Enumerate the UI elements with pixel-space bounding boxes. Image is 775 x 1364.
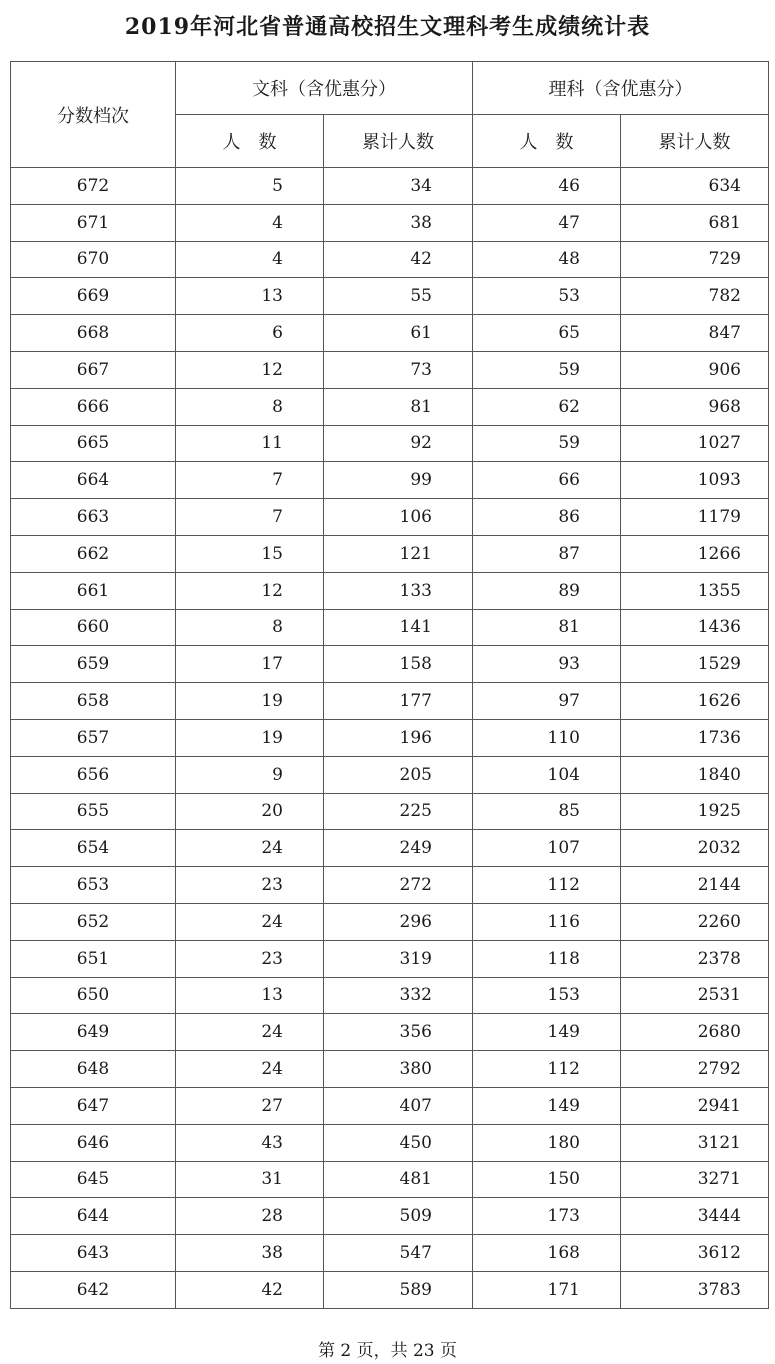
li-count-cell: 173 bbox=[473, 1198, 621, 1235]
li-count-cell: 65 bbox=[473, 315, 621, 352]
table-row bbox=[11, 204, 769, 241]
li-cumulative-cell: 3612 bbox=[621, 1235, 769, 1272]
table-row bbox=[11, 278, 769, 315]
wen-count-cell: 19 bbox=[176, 719, 324, 756]
li-count-cell: 150 bbox=[473, 1161, 621, 1198]
wen-count-cell: 6 bbox=[176, 315, 324, 352]
li-cumulative-cell: 2792 bbox=[621, 1051, 769, 1088]
li-cumulative-cell: 2378 bbox=[621, 940, 769, 977]
wen-count-cell: 24 bbox=[176, 903, 324, 940]
table-row bbox=[11, 1161, 769, 1198]
wen-count-cell: 24 bbox=[176, 1014, 324, 1051]
table-body bbox=[11, 168, 769, 1309]
table-row bbox=[11, 977, 769, 1014]
li-cumulative-cell: 1840 bbox=[621, 756, 769, 793]
wen-cumulative-cell: 547 bbox=[324, 1235, 473, 1272]
table-row bbox=[11, 1271, 769, 1308]
li-cumulative-cell: 1355 bbox=[621, 572, 769, 609]
score-cell: 658 bbox=[11, 683, 176, 720]
score-cell: 648 bbox=[11, 1051, 176, 1088]
table-row bbox=[11, 315, 769, 352]
li-count-cell: 89 bbox=[473, 572, 621, 609]
wen-cumulative-cell: 225 bbox=[324, 793, 473, 830]
wen-cumulative-cell: 106 bbox=[324, 499, 473, 536]
li-cumulative-cell: 2144 bbox=[621, 867, 769, 904]
li-cumulative-cell: 634 bbox=[621, 168, 769, 205]
wen-cumulative-cell: 73 bbox=[324, 351, 473, 388]
li-count-cell: 81 bbox=[473, 609, 621, 646]
wen-cumulative-cell: 196 bbox=[324, 719, 473, 756]
score-cell: 667 bbox=[11, 351, 176, 388]
li-count-cell: 59 bbox=[473, 351, 621, 388]
wen-cumulative-cell: 133 bbox=[324, 572, 473, 609]
score-cell: 652 bbox=[11, 903, 176, 940]
score-cell: 671 bbox=[11, 204, 176, 241]
wen-cumulative-cell: 177 bbox=[324, 683, 473, 720]
table-row bbox=[11, 609, 769, 646]
table-row bbox=[11, 1014, 769, 1051]
li-count-cell: 97 bbox=[473, 683, 621, 720]
li-cumulative-cell: 3783 bbox=[621, 1271, 769, 1308]
score-cell: 665 bbox=[11, 425, 176, 462]
score-cell: 644 bbox=[11, 1198, 176, 1235]
score-cell: 650 bbox=[11, 977, 176, 1014]
table-row bbox=[11, 1235, 769, 1272]
wen-cumulative-cell: 481 bbox=[324, 1161, 473, 1198]
table-row bbox=[11, 499, 769, 536]
wen-count-cell: 38 bbox=[176, 1235, 324, 1272]
wen-count-cell: 31 bbox=[176, 1161, 324, 1198]
wen-cumulative-cell: 450 bbox=[324, 1124, 473, 1161]
li-count-cell: 104 bbox=[473, 756, 621, 793]
li-cumulative-cell: 1436 bbox=[621, 609, 769, 646]
wen-count-cell: 43 bbox=[176, 1124, 324, 1161]
li-count-cell: 66 bbox=[473, 462, 621, 499]
wen-count-cell: 13 bbox=[176, 977, 324, 1014]
header-wen-count: 人 数 bbox=[176, 115, 324, 168]
score-cell: 659 bbox=[11, 646, 176, 683]
li-count-cell: 149 bbox=[473, 1014, 621, 1051]
score-cell: 645 bbox=[11, 1161, 176, 1198]
table-row bbox=[11, 867, 769, 904]
wen-count-cell: 20 bbox=[176, 793, 324, 830]
li-count-cell: 153 bbox=[473, 977, 621, 1014]
li-count-cell: 62 bbox=[473, 388, 621, 425]
li-cumulative-cell: 2941 bbox=[621, 1087, 769, 1124]
wen-cumulative-cell: 121 bbox=[324, 535, 473, 572]
wen-cumulative-cell: 589 bbox=[324, 1271, 473, 1308]
wen-cumulative-cell: 34 bbox=[324, 168, 473, 205]
wen-cumulative-cell: 509 bbox=[324, 1198, 473, 1235]
wen-cumulative-cell: 332 bbox=[324, 977, 473, 1014]
wen-cumulative-cell: 42 bbox=[324, 241, 473, 278]
score-cell: 653 bbox=[11, 867, 176, 904]
li-count-cell: 116 bbox=[473, 903, 621, 940]
li-cumulative-cell: 2680 bbox=[621, 1014, 769, 1051]
score-cell: 643 bbox=[11, 1235, 176, 1272]
score-cell: 649 bbox=[11, 1014, 176, 1051]
wen-count-cell: 12 bbox=[176, 572, 324, 609]
li-count-cell: 86 bbox=[473, 499, 621, 536]
wen-cumulative-cell: 319 bbox=[324, 940, 473, 977]
wen-count-cell: 12 bbox=[176, 351, 324, 388]
header-wen-cumulative: 累计人数 bbox=[324, 115, 473, 168]
table-row bbox=[11, 535, 769, 572]
wen-count-cell: 4 bbox=[176, 241, 324, 278]
score-cell: 656 bbox=[11, 756, 176, 793]
li-cumulative-cell: 1266 bbox=[621, 535, 769, 572]
wen-cumulative-cell: 141 bbox=[324, 609, 473, 646]
wen-count-cell: 13 bbox=[176, 278, 324, 315]
header-li-count: 人 数 bbox=[473, 115, 621, 168]
li-cumulative-cell: 729 bbox=[621, 241, 769, 278]
table-row bbox=[11, 719, 769, 756]
wen-cumulative-cell: 205 bbox=[324, 756, 473, 793]
wen-count-cell: 15 bbox=[176, 535, 324, 572]
table-row bbox=[11, 1087, 769, 1124]
score-cell: 654 bbox=[11, 830, 176, 867]
score-cell: 646 bbox=[11, 1124, 176, 1161]
score-cell: 660 bbox=[11, 609, 176, 646]
wen-cumulative-cell: 296 bbox=[324, 903, 473, 940]
wen-count-cell: 28 bbox=[176, 1198, 324, 1235]
wen-count-cell: 24 bbox=[176, 1051, 324, 1088]
table-row bbox=[11, 1198, 769, 1235]
header-li-cumulative: 累计人数 bbox=[621, 115, 769, 168]
wen-count-cell: 8 bbox=[176, 609, 324, 646]
wen-cumulative-cell: 99 bbox=[324, 462, 473, 499]
wen-cumulative-cell: 92 bbox=[324, 425, 473, 462]
header-li-group: 理科（含优惠分） bbox=[473, 62, 769, 115]
li-cumulative-cell: 3271 bbox=[621, 1161, 769, 1198]
li-cumulative-cell: 3121 bbox=[621, 1124, 769, 1161]
wen-cumulative-cell: 380 bbox=[324, 1051, 473, 1088]
wen-cumulative-cell: 55 bbox=[324, 278, 473, 315]
li-cumulative-cell: 1925 bbox=[621, 793, 769, 830]
table-row bbox=[11, 940, 769, 977]
li-count-cell: 112 bbox=[473, 1051, 621, 1088]
score-cell: 642 bbox=[11, 1271, 176, 1308]
wen-count-cell: 17 bbox=[176, 646, 324, 683]
table-row bbox=[11, 425, 769, 462]
li-count-cell: 112 bbox=[473, 867, 621, 904]
wen-count-cell: 7 bbox=[176, 499, 324, 536]
wen-count-cell: 11 bbox=[176, 425, 324, 462]
li-cumulative-cell: 1736 bbox=[621, 719, 769, 756]
li-count-cell: 47 bbox=[473, 204, 621, 241]
wen-count-cell: 27 bbox=[176, 1087, 324, 1124]
li-cumulative-cell: 1093 bbox=[621, 462, 769, 499]
wen-cumulative-cell: 356 bbox=[324, 1014, 473, 1051]
page-footer: 第 2 页，共 23 页 bbox=[317, 1341, 458, 1361]
table-row bbox=[11, 351, 769, 388]
li-count-cell: 149 bbox=[473, 1087, 621, 1124]
table-row bbox=[11, 572, 769, 609]
li-count-cell: 59 bbox=[473, 425, 621, 462]
header-score-level: 分数档次 bbox=[11, 62, 176, 168]
li-cumulative-cell: 2260 bbox=[621, 903, 769, 940]
li-cumulative-cell: 2032 bbox=[621, 830, 769, 867]
score-cell: 661 bbox=[11, 572, 176, 609]
li-cumulative-cell: 847 bbox=[621, 315, 769, 352]
wen-cumulative-cell: 407 bbox=[324, 1087, 473, 1124]
table-row bbox=[11, 462, 769, 499]
li-count-cell: 107 bbox=[473, 830, 621, 867]
wen-cumulative-cell: 158 bbox=[324, 646, 473, 683]
li-count-cell: 93 bbox=[473, 646, 621, 683]
li-cumulative-cell: 681 bbox=[621, 204, 769, 241]
table-row bbox=[11, 241, 769, 278]
header-wen-group: 文科（含优惠分） bbox=[176, 62, 473, 115]
table-row bbox=[11, 903, 769, 940]
li-cumulative-cell: 2531 bbox=[621, 977, 769, 1014]
score-cell: 669 bbox=[11, 278, 176, 315]
score-cell: 670 bbox=[11, 241, 176, 278]
wen-count-cell: 8 bbox=[176, 388, 324, 425]
wen-cumulative-cell: 81 bbox=[324, 388, 473, 425]
wen-cumulative-cell: 272 bbox=[324, 867, 473, 904]
li-count-cell: 110 bbox=[473, 719, 621, 756]
table-row bbox=[11, 168, 769, 205]
table-row bbox=[11, 793, 769, 830]
wen-count-cell: 9 bbox=[176, 756, 324, 793]
score-cell: 657 bbox=[11, 719, 176, 756]
score-cell: 651 bbox=[11, 940, 176, 977]
score-cell: 663 bbox=[11, 499, 176, 536]
wen-count-cell: 24 bbox=[176, 830, 324, 867]
wen-count-cell: 5 bbox=[176, 168, 324, 205]
li-count-cell: 118 bbox=[473, 940, 621, 977]
li-cumulative-cell: 906 bbox=[621, 351, 769, 388]
page-title: 2019年河北省普通高校招生文理科考生成绩统计表 bbox=[124, 14, 651, 40]
table-row bbox=[11, 830, 769, 867]
wen-count-cell: 23 bbox=[176, 940, 324, 977]
wen-count-cell: 4 bbox=[176, 204, 324, 241]
li-count-cell: 53 bbox=[473, 278, 621, 315]
score-table bbox=[10, 61, 769, 1309]
wen-cumulative-cell: 249 bbox=[324, 830, 473, 867]
wen-count-cell: 42 bbox=[176, 1271, 324, 1308]
table-row bbox=[11, 646, 769, 683]
li-count-cell: 180 bbox=[473, 1124, 621, 1161]
li-cumulative-cell: 1027 bbox=[621, 425, 769, 462]
wen-count-cell: 23 bbox=[176, 867, 324, 904]
score-cell: 655 bbox=[11, 793, 176, 830]
score-cell: 647 bbox=[11, 1087, 176, 1124]
li-cumulative-cell: 782 bbox=[621, 278, 769, 315]
table-row bbox=[11, 1051, 769, 1088]
li-count-cell: 85 bbox=[473, 793, 621, 830]
wen-cumulative-cell: 38 bbox=[324, 204, 473, 241]
li-count-cell: 46 bbox=[473, 168, 621, 205]
li-cumulative-cell: 3444 bbox=[621, 1198, 769, 1235]
table-row bbox=[11, 756, 769, 793]
li-count-cell: 168 bbox=[473, 1235, 621, 1272]
score-cell: 672 bbox=[11, 168, 176, 205]
li-count-cell: 48 bbox=[473, 241, 621, 278]
li-count-cell: 171 bbox=[473, 1271, 621, 1308]
li-count-cell: 87 bbox=[473, 535, 621, 572]
score-cell: 666 bbox=[11, 388, 176, 425]
wen-count-cell: 19 bbox=[176, 683, 324, 720]
score-cell: 668 bbox=[11, 315, 176, 352]
wen-cumulative-cell: 61 bbox=[324, 315, 473, 352]
li-cumulative-cell: 1626 bbox=[621, 683, 769, 720]
score-cell: 664 bbox=[11, 462, 176, 499]
li-cumulative-cell: 968 bbox=[621, 388, 769, 425]
wen-count-cell: 7 bbox=[176, 462, 324, 499]
score-cell: 662 bbox=[11, 535, 176, 572]
li-cumulative-cell: 1529 bbox=[621, 646, 769, 683]
table-row bbox=[11, 1124, 769, 1161]
table-row bbox=[11, 683, 769, 720]
table-row bbox=[11, 388, 769, 425]
li-cumulative-cell: 1179 bbox=[621, 499, 769, 536]
